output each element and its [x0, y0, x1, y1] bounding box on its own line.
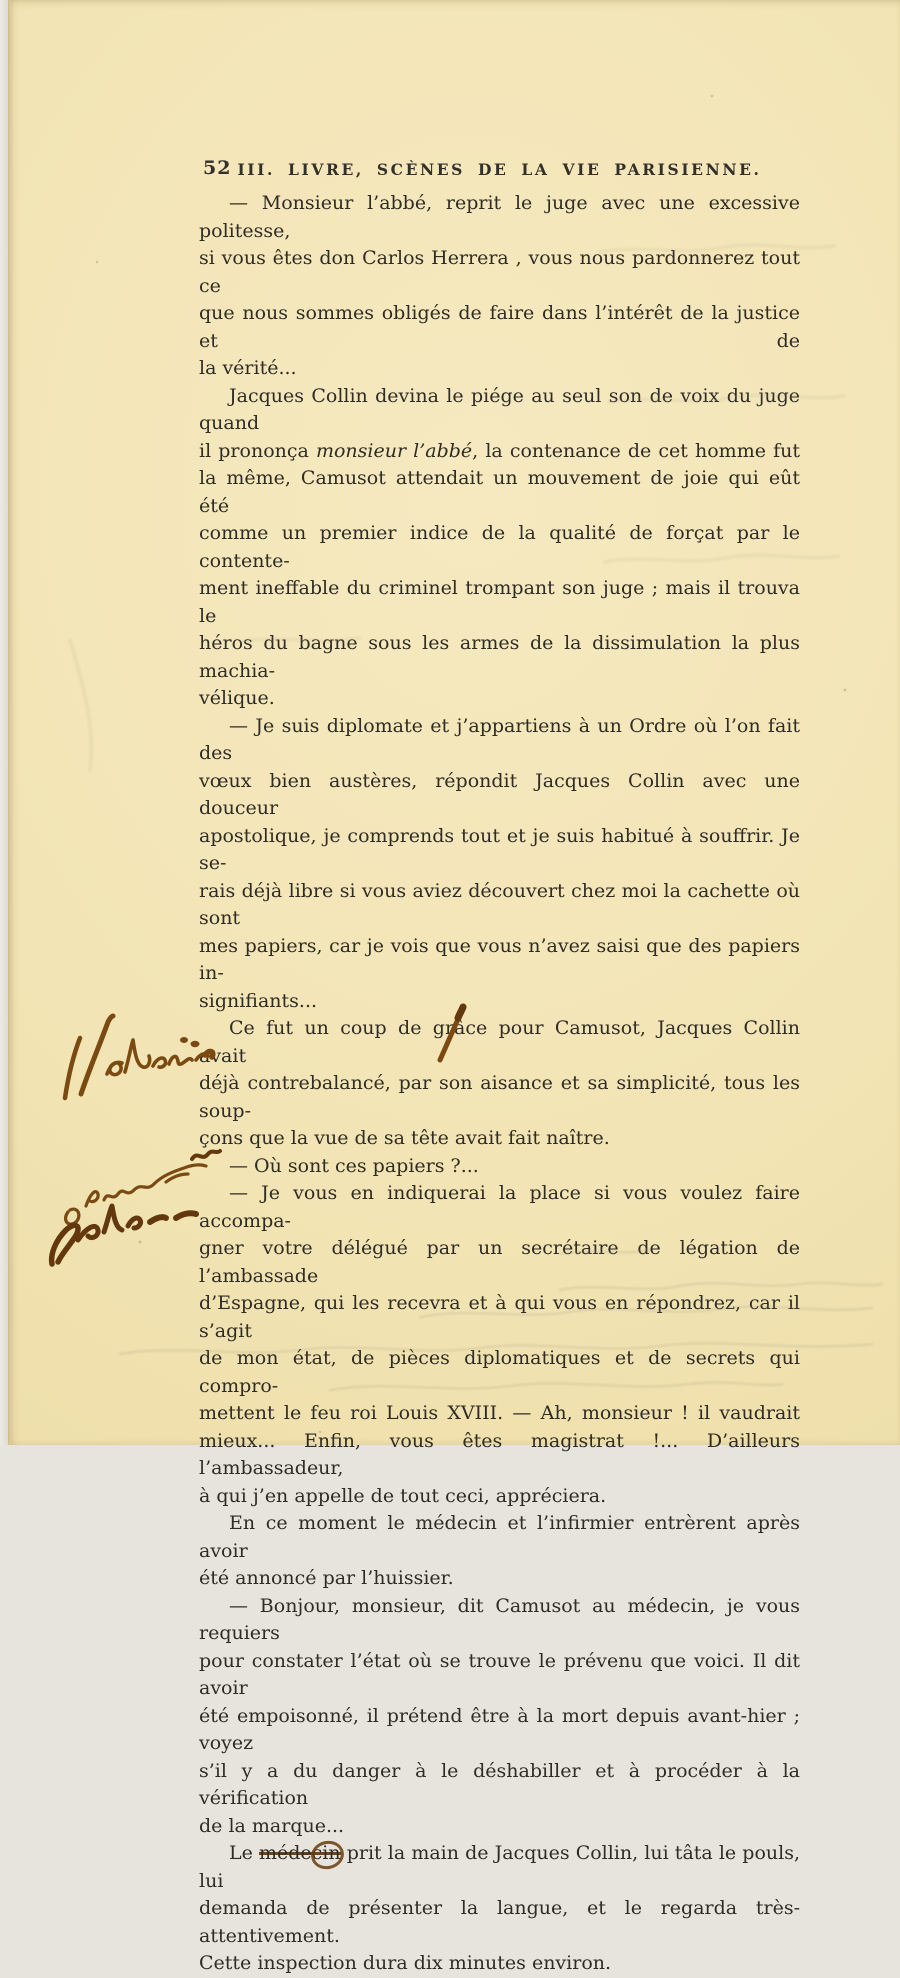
text-segment: ment ineffable du criminel trompant son juge ; mais il trouva le [199, 577, 800, 627]
text-line [199, 1895, 800, 1950]
text-line [199, 823, 800, 878]
text-segment: à qui j’en appelle de tout ceci, appréciera. [199, 1484, 607, 1507]
text-segment: — Je suis diplomate et j’appartiens à un Ordre où l’on fait des [199, 714, 800, 764]
text-line [199, 988, 800, 1016]
paragraph [199, 1153, 800, 1181]
text-line [199, 383, 800, 438]
text-segment: demanda de présenter la langue, et le regarda très-attentivement. [199, 1897, 800, 1947]
text-segment: mettent le feu roi Louis XVIII. — Ah, monsieur ! il vaudrait [199, 1402, 800, 1424]
text-line [199, 1648, 800, 1703]
text-segment: — Où sont ces papiers ?... [229, 1154, 479, 1177]
text-line [199, 1813, 800, 1841]
text-segment: Cette inspection dura dix minutes environ. [199, 1952, 612, 1974]
paragraph [199, 1840, 800, 1978]
text-line [199, 1565, 800, 1593]
text-segment: héros du bagne sous les armes de la dissimulation la plus machia- [199, 632, 800, 682]
text-segment: été annoncé par l’huissier. [199, 1567, 454, 1589]
text-line [199, 1153, 800, 1181]
struck-word: médecin [258, 1842, 341, 1864]
text-line [199, 1345, 800, 1400]
text-line [199, 1235, 800, 1290]
text-line [199, 520, 800, 575]
text-line [199, 1125, 800, 1153]
scan-edge [0, 0, 8, 1445]
text-line [199, 1290, 800, 1345]
text-segment: s’il y a du danger à le déshabiller et à procéder à la vérification [199, 1759, 800, 1809]
text-segment: mieux... Enfin, vous êtes magistrat !... D’ailleurs l’ambassadeur, [199, 1429, 800, 1479]
paragraph [199, 190, 800, 383]
text-line [199, 465, 800, 520]
paragraph [199, 1510, 800, 1593]
text-line [199, 1070, 800, 1125]
paragraph [199, 1180, 800, 1510]
paragraph [199, 1015, 800, 1153]
text-segment: vœux bien austères, répondit Jacques Collin avec une douceur [199, 769, 800, 819]
text-line [199, 933, 800, 988]
text-segment: pour constater l’état où se trouve le prévenu que voici. Il dit avoir [199, 1649, 800, 1699]
text-segment: monsieur l’abbé [315, 439, 473, 462]
text-segment: vélique. [199, 687, 275, 709]
text-segment: si vous êtes don Carlos Herrera , vous nous pardonnerez tout ce [199, 247, 800, 297]
page-number: 52 [203, 157, 232, 179]
text-line [199, 245, 800, 300]
text-line [199, 1015, 800, 1070]
text-line [199, 1510, 800, 1565]
text-line [199, 713, 800, 768]
text-segment: de mon état, de pièces diplomatiques et de secrets qui compro- [199, 1347, 800, 1397]
text-segment: rais déjà libre si vous aviez découvert chez moi la cachette où sont [199, 879, 800, 929]
text-segment: de la marque... [199, 1814, 345, 1837]
text-segment: , la contenance de cet homme fut [472, 439, 800, 462]
text-segment: il prononça [199, 439, 316, 462]
text-line [199, 630, 800, 685]
text-line [199, 1400, 800, 1428]
text-line [199, 1950, 800, 1978]
text-segment: — Monsieur l’abbé, reprit le juge avec une excessive politesse, [199, 192, 800, 242]
text-line [199, 438, 800, 466]
text-segment: apostolique, je comprends tout et je suis habitué à souffrir. Je se- [199, 824, 800, 874]
text-line [199, 300, 800, 355]
text-segment: Ce fut un coup de grâce pour Camusot, Jacques Collin avait [199, 1017, 800, 1067]
text-line [199, 1180, 800, 1235]
text-line [199, 355, 800, 383]
text-line [199, 1840, 800, 1895]
text-line [199, 1758, 800, 1813]
page-header [199, 157, 800, 183]
paragraph [199, 713, 800, 1016]
text-segment: d’Espagne, qui les recevra et à qui vous en répondrez, car il s’agit [199, 1292, 800, 1342]
text-segment: Jacques Collin devina le piége au seul son de voix du juge quand [199, 384, 800, 434]
text-line [199, 1703, 800, 1758]
text-segment: été empoisonné, il prétend être à la mort depuis avant-hier ; voyez [199, 1704, 800, 1754]
paragraph [199, 1593, 800, 1841]
text-line [199, 685, 800, 713]
text-segment: signifiants... [199, 989, 318, 1012]
text-segment: mes papiers, car je vois que vous n’avez saisi que des papiers in- [199, 934, 800, 984]
text-segment: çons que la vue de sa tête avait fait naître. [199, 1127, 610, 1149]
text-segment: — Bonjour, monsieur, dit Camusot au médecin, je vous requiers [199, 1594, 800, 1644]
text-line [199, 768, 800, 823]
text-segment: déjà contrebalancé, par son aisance et sa simplicité, tous les soup- [199, 1072, 800, 1122]
text-segment: comme un premier indice de la qualité de forçat par le contente- [199, 522, 800, 572]
text-line [199, 190, 800, 245]
text-segment: la même, Camusot attendait un mouvement de joie qui eût été [199, 467, 800, 517]
body-text [199, 190, 800, 1978]
text-line [199, 1483, 800, 1511]
running-title: III. LIVRE, SCÈNES DE LA VIE PARISIENNE. [237, 160, 762, 179]
text-line [199, 575, 800, 630]
text-segment: prit la main de Jacques Collin, lui tâta le pouls, lui [199, 1842, 800, 1892]
text-line [199, 878, 800, 933]
text-segment: — Je vous en indiquerai la place si vous voulez faire accompa- [199, 1182, 800, 1232]
text-line [199, 1593, 800, 1648]
text-segment: que nous sommes obligés de faire dans l’intérêt de la justice et de [199, 302, 800, 352]
text-line [199, 1428, 800, 1483]
text-segment: En ce moment le médecin et l’infirmier entrèrent après avoir [199, 1512, 800, 1562]
text-segment: gner votre délégué par un secrétaire de légation de l’ambassade [199, 1237, 800, 1287]
paragraph [199, 383, 800, 713]
text-segment: Le [229, 1842, 259, 1864]
text-segment: la vérité... [199, 357, 297, 379]
